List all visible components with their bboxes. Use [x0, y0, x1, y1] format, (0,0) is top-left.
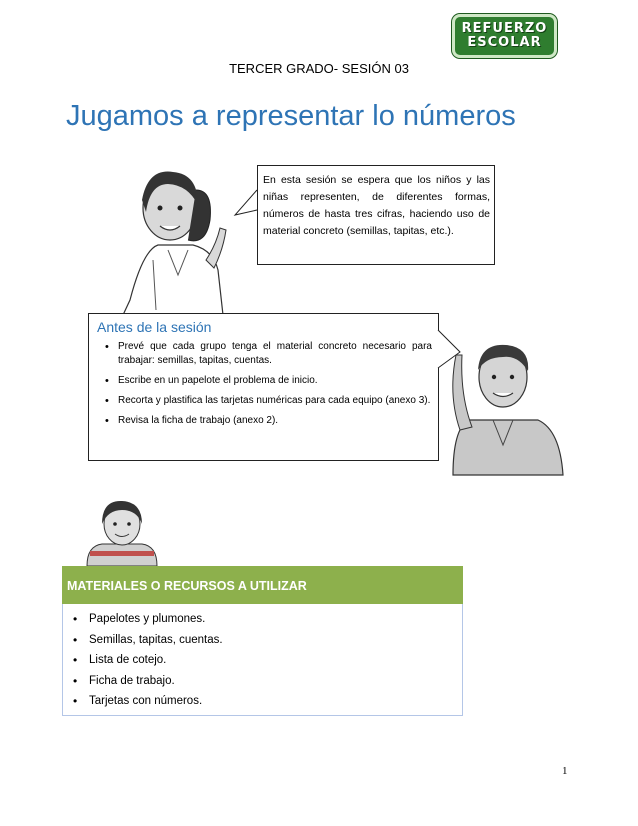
bubble-pointer [230, 190, 260, 230]
materiales-item: • Lista de cotejo. [89, 653, 462, 667]
materiales-item: • Papelotes y plumones. [89, 612, 462, 626]
materiales-item: • Tarjetas con números. [89, 694, 462, 708]
intro-text: En esta sesión se espera que los niños y las niñas representen, de diferentes formas, números de hasta tres cifras, haciendo uso de material concreto (semillas, tapitas, etc.). [263, 174, 490, 237]
antes-item: • Recorta y plastifica las tarjetas numéricas para cada equipo (anexo 3). [100, 394, 432, 408]
materiales-item: • Semillas, tapitas, cuentas. [89, 633, 462, 647]
antes-title: Antes de la sesión [97, 319, 212, 335]
page-number: 1 [562, 765, 568, 777]
intro-speech-bubble [257, 165, 495, 265]
antes-item: • Prevé que cada grupo tenga el material concreto necesario para trabajar: semillas, tapitas, cuentas. [100, 340, 432, 368]
materiales-item: • Ficha de trabajo. [89, 674, 462, 688]
page-title: Jugamos a representar lo números [66, 100, 516, 132]
girl-illustration [118, 150, 238, 315]
materiales-list [63, 604, 462, 708]
logo-line1: REFUERZO [461, 21, 548, 36]
logo-line2: ESCOLAR [467, 35, 542, 50]
refuerzo-escolar-logo [452, 14, 557, 58]
antes-list [100, 340, 432, 434]
materiales-header: MATERIALES O RECURSOS A UTILIZAR [62, 566, 463, 604]
child-reading-illustration [82, 496, 162, 566]
antes-item: • Escribe en un papelote el problema de inicio. [100, 374, 432, 388]
teacher-illustration [448, 335, 568, 475]
grade-session-line: TERCER GRADO- SESIÓN 03 [229, 61, 409, 76]
antes-item: • Revisa la ficha de trabajo (anexo 2). [100, 414, 432, 428]
antes-de-la-sesion-box [88, 313, 439, 461]
materiales-box [62, 604, 463, 716]
